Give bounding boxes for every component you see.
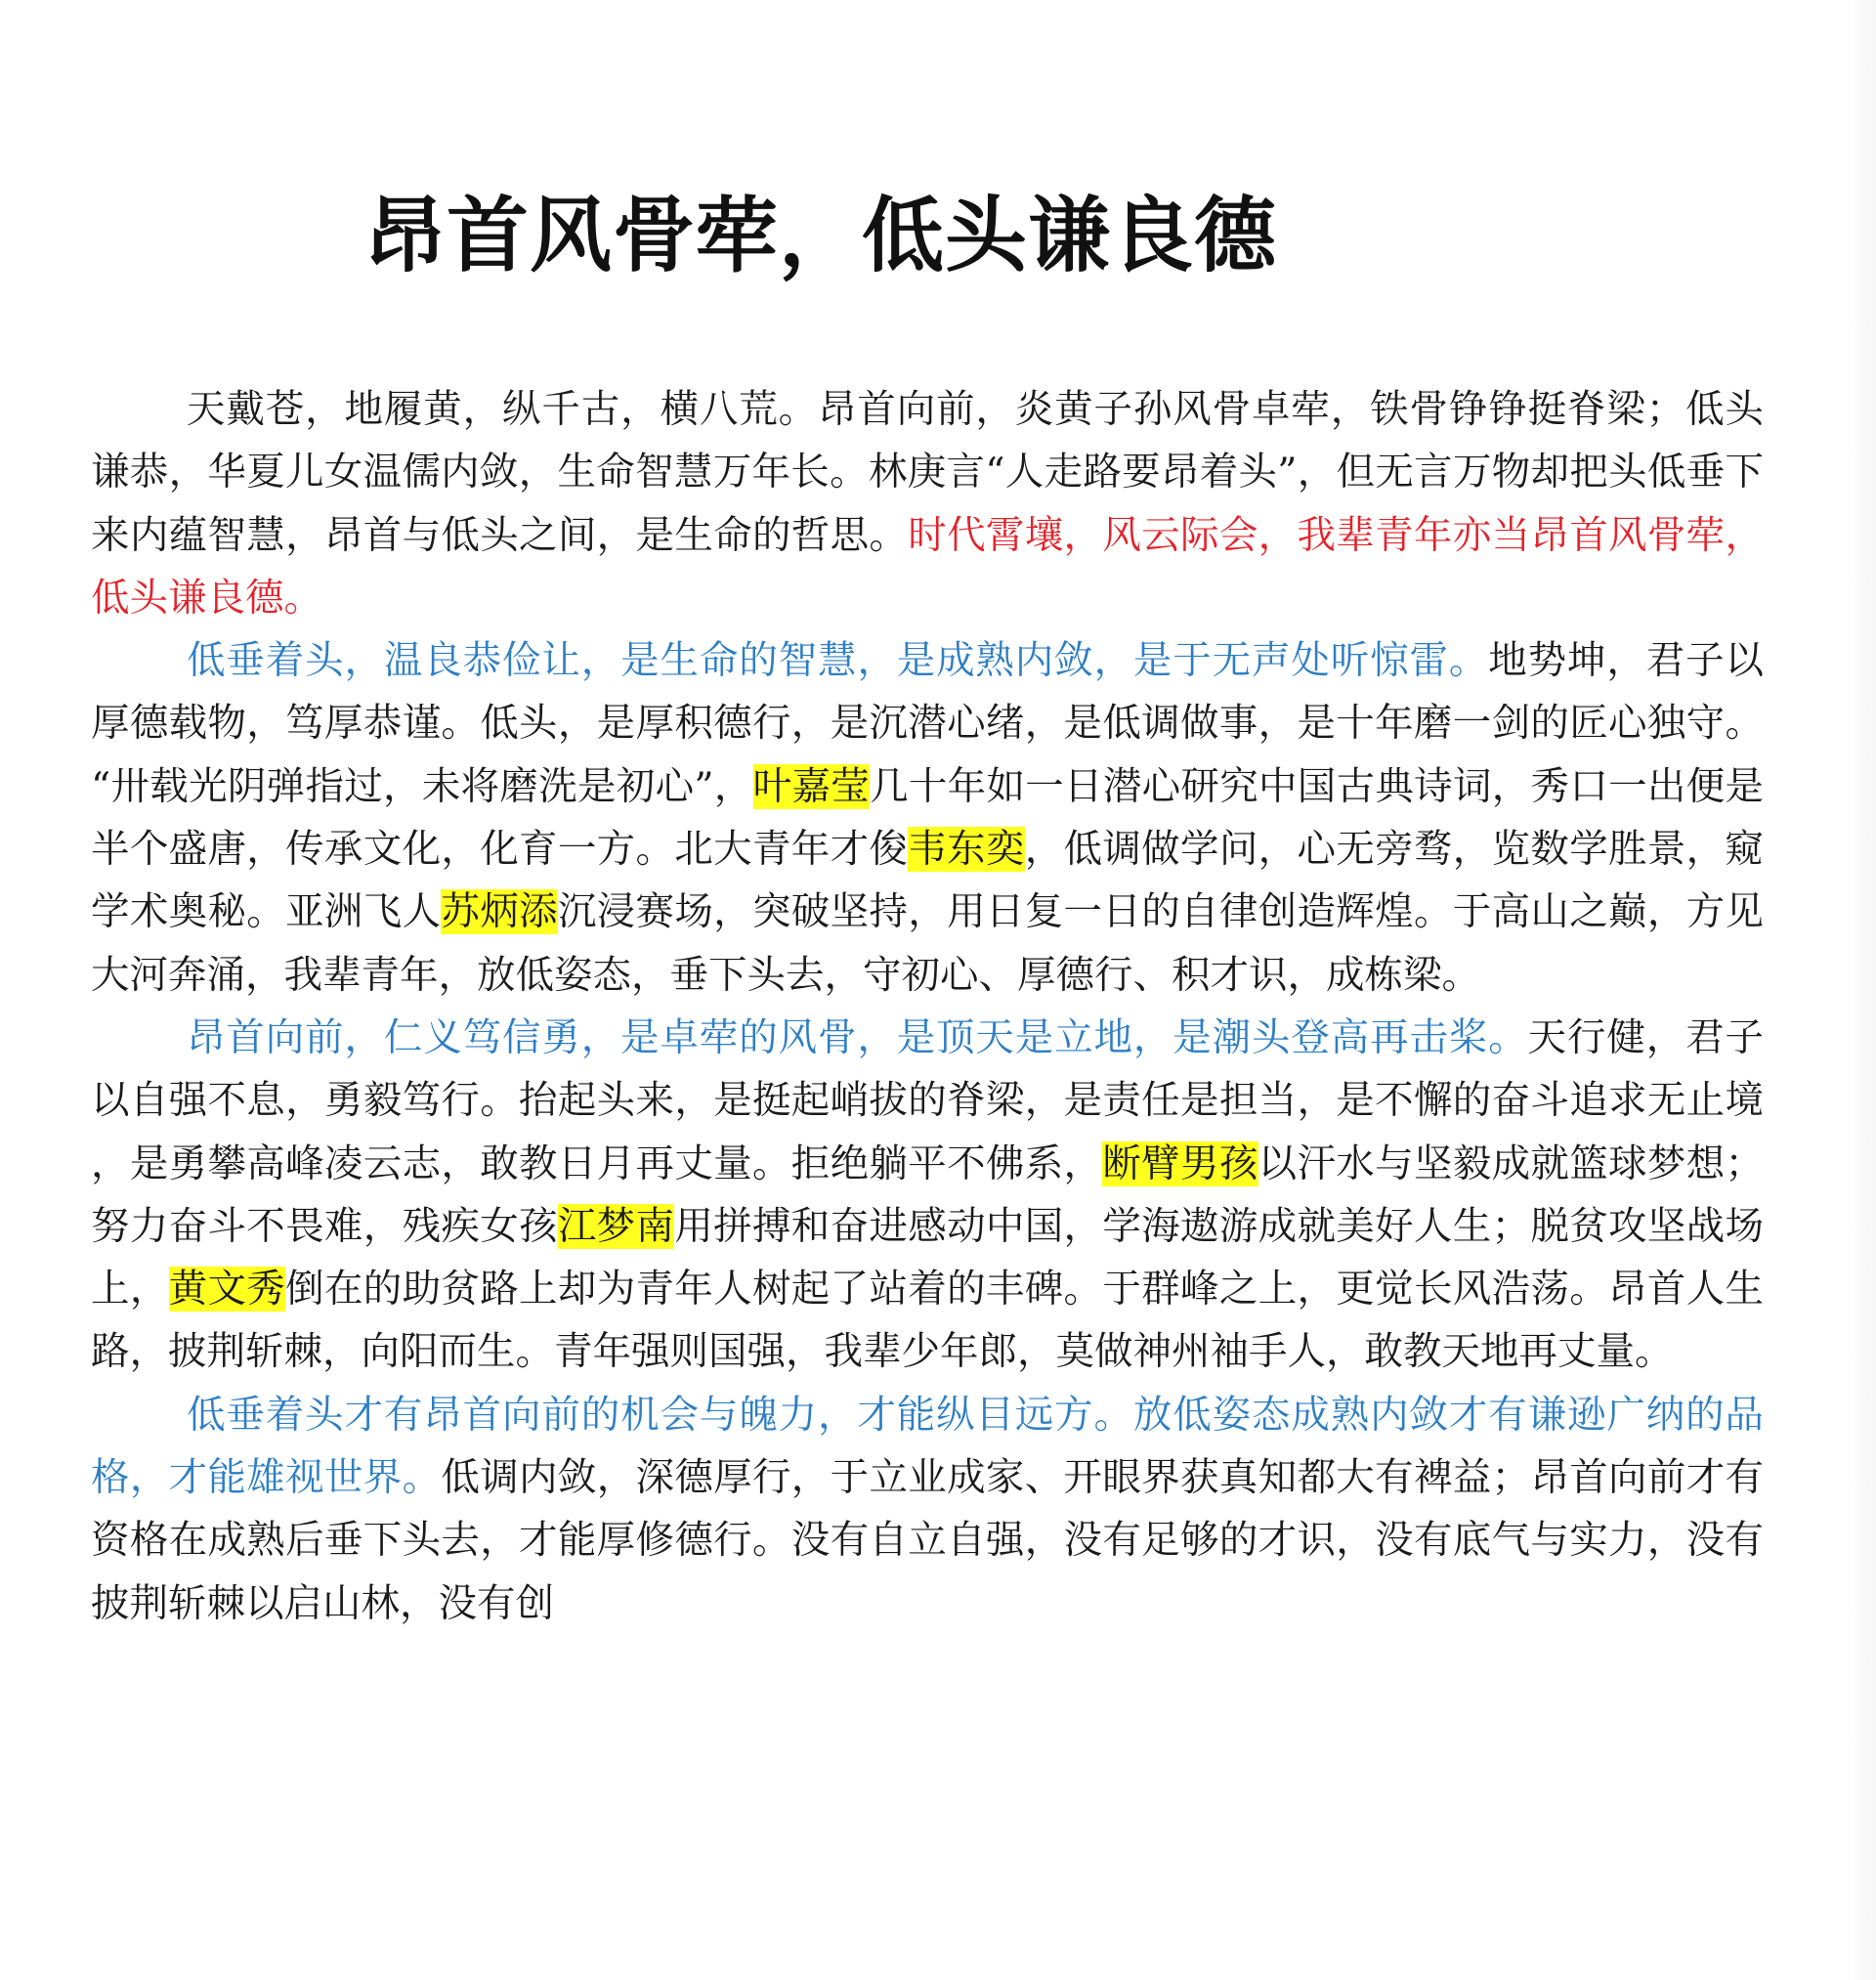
page-edge-shadow xyxy=(1847,0,1876,1980)
essay-body xyxy=(91,378,1764,1635)
paragraph-4 xyxy=(91,1384,1764,1635)
text-segment: 以汗水与坚毅成就篮球梦想；努力奋斗不畏难，残疾女孩 xyxy=(91,1141,1765,1249)
highlighted-name: 叶嘉莹 xyxy=(752,763,871,809)
topic-sentence: 低垂着头才有昂首向前的机会与魄力，才能纵目远方。放低姿态成熟内敛才有谦逊广纳的品格，才能雄视世界。 xyxy=(91,1392,1764,1501)
text-segment: 用拼搏和奋进感动中国，学海遨游成就美好人生；脱贫攻坚战场上， xyxy=(91,1203,1765,1313)
text-segment: 低调内敛，深德厚行，于立业成家、开眼界获真知都大有裨益；昂首向前才有资格在成熟后垂下头去，才能厚修德行。没有自立自强，没有足够的才识，没有底气与实力，没有披荆斩棘以启山林，没有创 xyxy=(91,1455,1765,1626)
text-segment: 倒在的助贫路上却为青年人树起了站着的丰碑。于群峰之上，更觉长风浩荡。昂首人生路，披荆斩棘，向阳而生。青年强则国强，我辈少年郎，莫做神州袖手人，敢教天地再丈量。 xyxy=(91,1267,1765,1375)
paragraph-3 xyxy=(91,1007,1764,1384)
topic-sentence: 昂首向前，仁义笃信勇，是卓荦的风骨，是顶天是立地，是潮头登高再击桨。 xyxy=(187,1014,1528,1060)
highlighted-name: 江梦南 xyxy=(557,1203,675,1249)
text-segment: 天行健，君子以自强不息，勇毅笃行。抬起头来，是挺起峭拔的脊梁，是责任是担当，是不懈的奋斗追求无止境，是勇攀高峰凌云志，敢教日月再丈量。拒绝躺平不佛系， xyxy=(91,1014,1765,1186)
essay-title: 昂首风骨荦，低头谦良德 xyxy=(363,187,1278,283)
text-segment: ，低调做学问，心无旁骛，览数学胜景，窥学术奥秘。亚洲飞人 xyxy=(91,827,1765,935)
text-segment: 几十年如一日潜心研究中国古典诗词，秀口一出便是半个盛唐，传承文化，化育一方。北大青年才俊 xyxy=(91,763,1765,873)
highlighted-name: 韦东奕 xyxy=(908,827,1025,873)
paragraph-2 xyxy=(91,629,1764,1007)
topic-sentence: 低垂着头，温良恭俭让，是生命的智慧，是成熟内敛，是于无声处听惊雷。 xyxy=(187,638,1489,684)
thesis-sentence: 时代霄壤，风云际会，我辈青年亦当昂首风骨荦，低头谦良德。 xyxy=(91,512,1765,621)
highlighted-name: 苏炳添 xyxy=(441,889,558,935)
text-segment: 地势坤，君子以厚德载物，笃厚恭谨。低头，是厚积德行，是沉潜心绪，是低调做事，是十年磨一剑的匠心独守。“卅载光阴弹指过，未将磨洗是初心”， xyxy=(91,638,1765,809)
text-segment: 沉浸赛场，突破坚持，用日复一日的自律创造辉煌。于高山之巅，方见大河奔涌，我辈青年，放低姿态，垂下头去，守初心、厚德行、积才识，成栋梁。 xyxy=(91,889,1765,998)
highlighted-name: 黄文秀 xyxy=(168,1267,286,1313)
text-segment: 天戴苍，地履黄，纵千古，横八荒。昂首向前，炎黄子孙风骨卓荦，铁骨铮铮挺脊梁；低头谦恭，华夏儿女温儒内敛，生命智慧万年长。林庚言“人走路要昂着头”，但无言万物却把头低垂下来内蕴智慧，昂首与低头之间，是生命的哲思。 xyxy=(91,387,1764,558)
highlighted-name: 断臂男孩 xyxy=(1102,1141,1258,1186)
paragraph-1 xyxy=(91,378,1764,629)
